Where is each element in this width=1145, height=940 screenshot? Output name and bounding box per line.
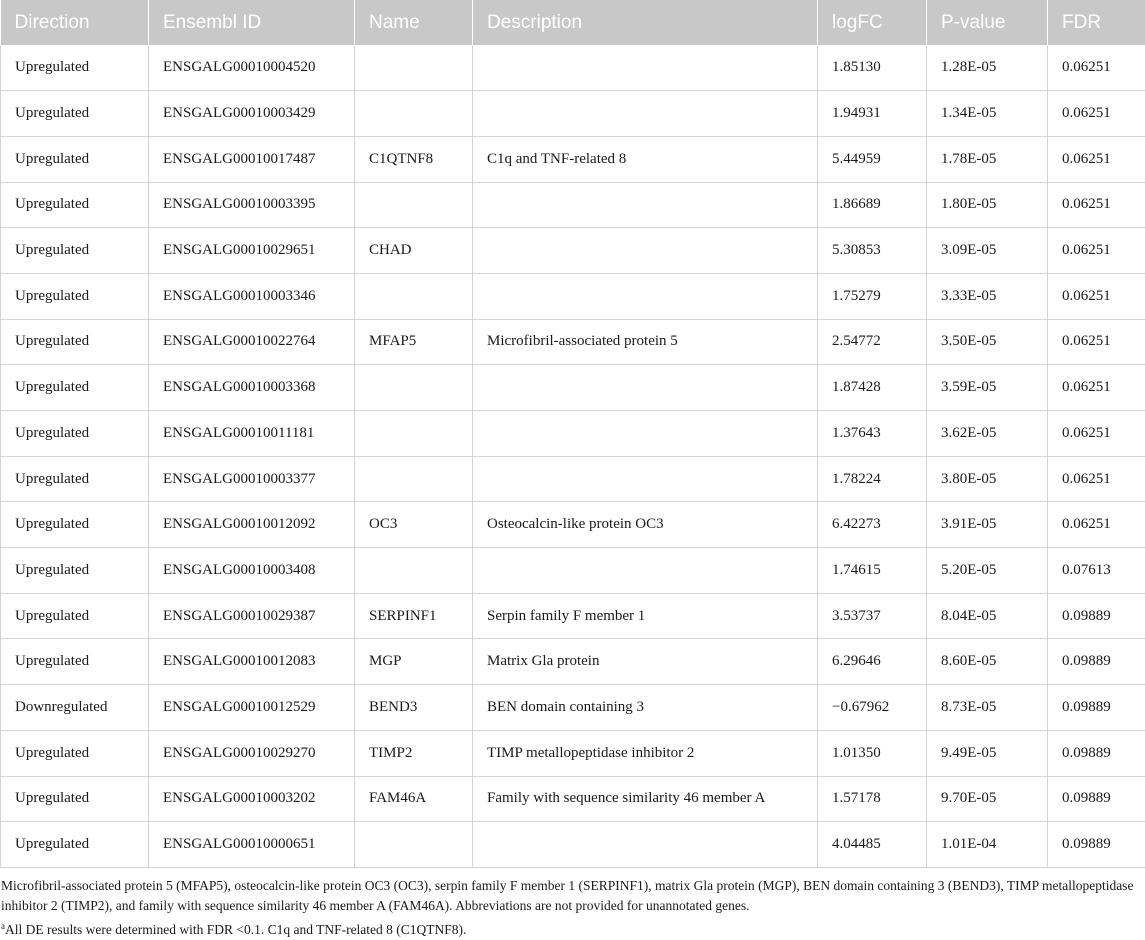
cell-logfc: 1.94931 <box>818 91 927 137</box>
cell-description <box>473 182 818 228</box>
cell-name: SERPINF1 <box>355 593 473 639</box>
cell-logfc: 1.75279 <box>818 273 927 319</box>
cell-ensembl-id: ENSGALG00010029651 <box>149 228 355 274</box>
cell-p-value: 3.33E-05 <box>927 273 1048 319</box>
table-body <box>1 45 1145 867</box>
cell-description <box>473 548 818 594</box>
table-row <box>1 456 1145 502</box>
cell-fdr: 0.06251 <box>1048 365 1145 411</box>
cell-ensembl-id: ENSGALG00010029270 <box>149 730 355 776</box>
cell-p-value: 1.34E-05 <box>927 91 1048 137</box>
header-row <box>1 0 1145 45</box>
cell-fdr: 0.09889 <box>1048 822 1145 868</box>
cell-ensembl-id: ENSGALG00010029387 <box>149 593 355 639</box>
cell-p-value: 3.91E-05 <box>927 502 1048 548</box>
cell-name: OC3 <box>355 502 473 548</box>
cell-description: C1q and TNF-related 8 <box>473 136 818 182</box>
footnote-fdr-text: All DE results were determined with FDR <0.1. C1q and TNF-related 8 (C1QTNF8). <box>5 922 466 937</box>
cell-direction: Upregulated <box>1 136 149 182</box>
cell-fdr: 0.06251 <box>1048 45 1145 91</box>
cell-p-value: 9.49E-05 <box>927 730 1048 776</box>
cell-name <box>355 411 473 457</box>
cell-description <box>473 91 818 137</box>
cell-name <box>355 91 473 137</box>
cell-p-value: 3.09E-05 <box>927 228 1048 274</box>
table-row <box>1 776 1145 822</box>
footnote-marker: a <box>1 921 5 931</box>
cell-logfc: 6.29646 <box>818 639 927 685</box>
cell-fdr: 0.06251 <box>1048 502 1145 548</box>
header-direction: Direction <box>1 0 149 45</box>
cell-name: C1QTNF8 <box>355 136 473 182</box>
cell-direction: Upregulated <box>1 548 149 594</box>
cell-name <box>355 182 473 228</box>
cell-name: BEND3 <box>355 685 473 731</box>
cell-ensembl-id: ENSGALG00010003346 <box>149 273 355 319</box>
cell-p-value: 8.73E-05 <box>927 685 1048 731</box>
table-row <box>1 411 1145 457</box>
cell-p-value: 3.62E-05 <box>927 411 1048 457</box>
table-footnote <box>0 868 1145 940</box>
cell-direction: Upregulated <box>1 730 149 776</box>
cell-description <box>473 365 818 411</box>
cell-logfc: 3.53737 <box>818 593 927 639</box>
cell-name <box>355 548 473 594</box>
table-row <box>1 365 1145 411</box>
cell-description: Microfibril-associated protein 5 <box>473 319 818 365</box>
cell-name: FAM46A <box>355 776 473 822</box>
cell-ensembl-id: ENSGALG00010004520 <box>149 45 355 91</box>
header-name: Name <box>355 0 473 45</box>
header-description: Description <box>473 0 818 45</box>
cell-description <box>473 45 818 91</box>
cell-logfc: 2.54772 <box>818 319 927 365</box>
cell-ensembl-id: ENSGALG00010011181 <box>149 411 355 457</box>
table-row <box>1 548 1145 594</box>
cell-ensembl-id: ENSGALG00010022764 <box>149 319 355 365</box>
table-row <box>1 822 1145 868</box>
table-row <box>1 91 1145 137</box>
cell-ensembl-id: ENSGALG00010017487 <box>149 136 355 182</box>
cell-direction: Upregulated <box>1 411 149 457</box>
cell-fdr: 0.06251 <box>1048 273 1145 319</box>
cell-logfc: 5.44959 <box>818 136 927 182</box>
cell-p-value: 1.80E-05 <box>927 182 1048 228</box>
cell-name <box>355 822 473 868</box>
cell-ensembl-id: ENSGALG00010003429 <box>149 91 355 137</box>
cell-direction: Upregulated <box>1 456 149 502</box>
cell-name <box>355 365 473 411</box>
cell-ensembl-id: ENSGALG00010000651 <box>149 822 355 868</box>
cell-direction: Upregulated <box>1 45 149 91</box>
cell-logfc: 1.78224 <box>818 456 927 502</box>
cell-direction: Upregulated <box>1 182 149 228</box>
cell-logfc: 1.87428 <box>818 365 927 411</box>
cell-logfc: 1.37643 <box>818 411 927 457</box>
table-row <box>1 639 1145 685</box>
table-row <box>1 593 1145 639</box>
table-row <box>1 182 1145 228</box>
cell-p-value: 3.50E-05 <box>927 319 1048 365</box>
table-row <box>1 136 1145 182</box>
cell-p-value: 8.04E-05 <box>927 593 1048 639</box>
cell-description: TIMP metallopeptidase inhibitor 2 <box>473 730 818 776</box>
cell-direction: Downregulated <box>1 685 149 731</box>
cell-name <box>355 456 473 502</box>
cell-fdr: 0.06251 <box>1048 228 1145 274</box>
cell-description: BEN domain containing 3 <box>473 685 818 731</box>
cell-name <box>355 45 473 91</box>
cell-ensembl-id: ENSGALG00010003395 <box>149 182 355 228</box>
cell-direction: Upregulated <box>1 365 149 411</box>
table-row <box>1 685 1145 731</box>
cell-p-value: 3.80E-05 <box>927 456 1048 502</box>
table-row <box>1 319 1145 365</box>
cell-fdr: 0.09889 <box>1048 593 1145 639</box>
cell-name: MGP <box>355 639 473 685</box>
cell-logfc: 1.57178 <box>818 776 927 822</box>
cell-logfc: 4.04485 <box>818 822 927 868</box>
header-ensembl-id: Ensembl ID <box>149 0 355 45</box>
cell-description <box>473 822 818 868</box>
cell-logfc: 1.74615 <box>818 548 927 594</box>
footnote-fdr-note <box>1 916 1141 940</box>
cell-ensembl-id: ENSGALG00010003368 <box>149 365 355 411</box>
cell-direction: Upregulated <box>1 776 149 822</box>
cell-p-value: 1.78E-05 <box>927 136 1048 182</box>
cell-fdr: 0.06251 <box>1048 319 1145 365</box>
cell-p-value: 9.70E-05 <box>927 776 1048 822</box>
cell-description <box>473 411 818 457</box>
cell-logfc: −0.67962 <box>818 685 927 731</box>
header-p-value: P-value <box>927 0 1048 45</box>
cell-description <box>473 228 818 274</box>
cell-name: MFAP5 <box>355 319 473 365</box>
cell-logfc: 5.30853 <box>818 228 927 274</box>
cell-description: Family with sequence similarity 46 member A <box>473 776 818 822</box>
cell-description: Osteocalcin-like protein OC3 <box>473 502 818 548</box>
header-fdr: FDR <box>1048 0 1145 45</box>
cell-description: Matrix Gla protein <box>473 639 818 685</box>
table-row <box>1 228 1145 274</box>
table-row <box>1 273 1145 319</box>
cell-direction: Upregulated <box>1 228 149 274</box>
cell-fdr: 0.06251 <box>1048 456 1145 502</box>
cell-fdr: 0.06251 <box>1048 136 1145 182</box>
cell-direction: Upregulated <box>1 639 149 685</box>
cell-fdr: 0.06251 <box>1048 91 1145 137</box>
header-logfc: logFC <box>818 0 927 45</box>
cell-description: Serpin family F member 1 <box>473 593 818 639</box>
cell-fdr: 0.06251 <box>1048 182 1145 228</box>
cell-p-value: 3.59E-05 <box>927 365 1048 411</box>
cell-name <box>355 273 473 319</box>
footnote-abbreviations: Microfibril-associated protein 5 (MFAP5), osteocalcin-like protein OC3 (OC3), serpin family F member 1 (SERPINF1), matrix Gla protein (MGP), BEN domain containing 3 (BEND3), TIMP metallopeptidase inhibitor 2 (TIMP2), and family with sequence similarity 46 member A (FAM46A). Abbreviations are not provided for unannotated genes. <box>1 876 1141 916</box>
cell-description <box>473 273 818 319</box>
cell-direction: Upregulated <box>1 593 149 639</box>
cell-fdr: 0.09889 <box>1048 685 1145 731</box>
cell-fdr: 0.09889 <box>1048 639 1145 685</box>
cell-ensembl-id: ENSGALG00010012092 <box>149 502 355 548</box>
cell-direction: Upregulated <box>1 319 149 365</box>
cell-direction: Upregulated <box>1 822 149 868</box>
cell-logfc: 6.42273 <box>818 502 927 548</box>
table-row <box>1 730 1145 776</box>
cell-p-value: 1.28E-05 <box>927 45 1048 91</box>
cell-fdr: 0.09889 <box>1048 730 1145 776</box>
cell-p-value: 1.01E-04 <box>927 822 1048 868</box>
cell-ensembl-id: ENSGALG00010003408 <box>149 548 355 594</box>
cell-fdr: 0.09889 <box>1048 776 1145 822</box>
cell-direction: Upregulated <box>1 91 149 137</box>
cell-ensembl-id: ENSGALG00010012083 <box>149 639 355 685</box>
cell-fdr: 0.06251 <box>1048 411 1145 457</box>
cell-ensembl-id: ENSGALG00010003202 <box>149 776 355 822</box>
table-row <box>1 502 1145 548</box>
cell-ensembl-id: ENSGALG00010003377 <box>149 456 355 502</box>
cell-logfc: 1.86689 <box>818 182 927 228</box>
cell-logfc: 1.01350 <box>818 730 927 776</box>
table-row <box>1 45 1145 91</box>
cell-name: CHAD <box>355 228 473 274</box>
cell-logfc: 1.85130 <box>818 45 927 91</box>
cell-ensembl-id: ENSGALG00010012529 <box>149 685 355 731</box>
cell-direction: Upregulated <box>1 502 149 548</box>
cell-description <box>473 456 818 502</box>
cell-direction: Upregulated <box>1 273 149 319</box>
cell-fdr: 0.07613 <box>1048 548 1145 594</box>
cell-p-value: 8.60E-05 <box>927 639 1048 685</box>
cell-name: TIMP2 <box>355 730 473 776</box>
cell-p-value: 5.20E-05 <box>927 548 1048 594</box>
